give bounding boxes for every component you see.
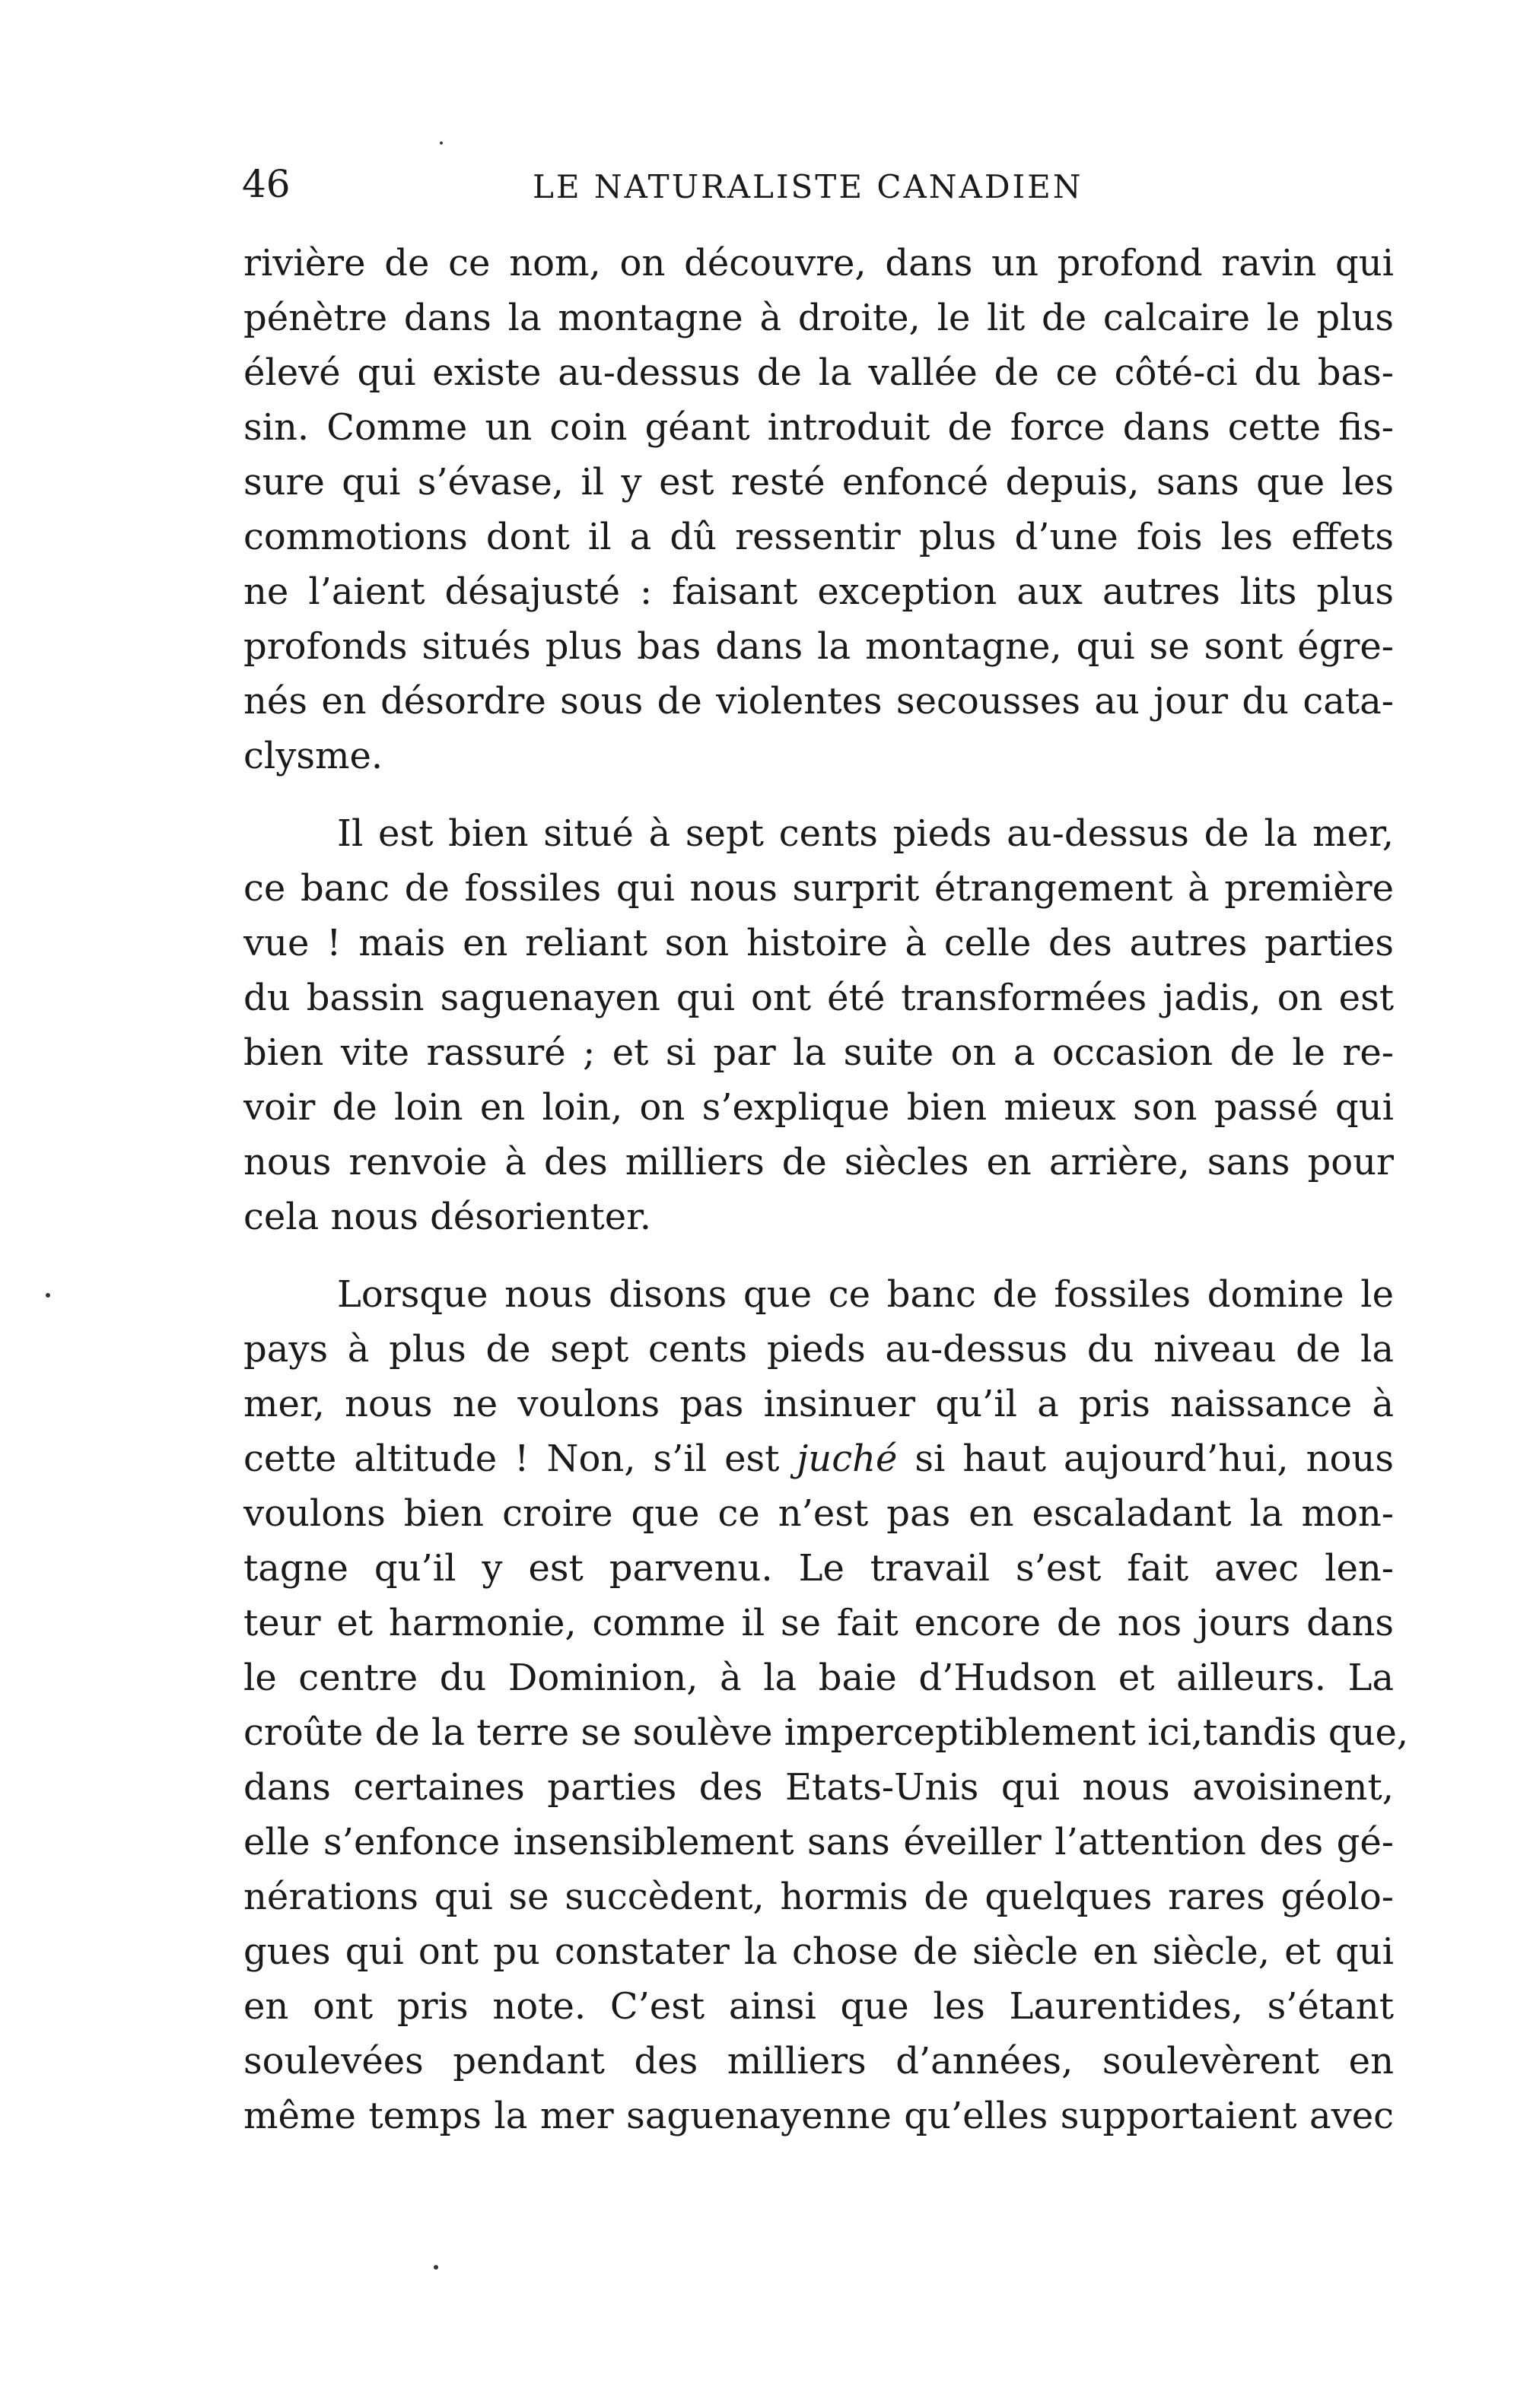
text-line: dans certaines parties des Etats-Unis qui nous avoisinent, — [243, 1766, 1394, 1809]
scan-speck — [440, 141, 443, 145]
text-line: sin. Comme un coin géant introduit de force dans cette fis- — [243, 406, 1394, 449]
text-line: gues qui ont pu constater la chose de siècle en siècle, et qui — [243, 1930, 1394, 1973]
text-line: nérations qui se succèdent, hormis de quelques rares géolo- — [243, 1876, 1394, 1918]
italic-word: juché — [797, 1437, 898, 1480]
text-line: pays à plus de sept cents pieds au-dessus du niveau de la — [243, 1328, 1394, 1371]
scan-speck — [434, 2265, 438, 2270]
text-line: profonds situés plus bas dans la montagne, qui se sont égre- — [243, 625, 1394, 668]
text-line: en ont pris note. C’est ainsi que les Laurentides, s’étant — [243, 1985, 1394, 2028]
text-line: clysme. — [243, 735, 383, 777]
text-line: cela nous désorienter. — [243, 1196, 652, 1238]
text-line — [243, 1436, 1394, 1482]
text-line: rivière de ce nom, on découvre, dans un profond ravin qui — [243, 242, 1394, 284]
page-number: 46 — [242, 162, 291, 206]
text-line: voir de loin en loin, on s’explique bien mieux son passé qui — [243, 1086, 1394, 1129]
text-line: le centre du Dominion, à la baie d’Hudson et ailleurs. La — [243, 1657, 1394, 1699]
text-run: si haut aujourd’hui, nous — [915, 1437, 1394, 1480]
text-line: bien vite rassuré ; et si par la suite on a occasion de le re- — [243, 1031, 1394, 1074]
text-line: soulevées pendant des milliers d’années, soulevèrent en — [243, 2040, 1394, 2082]
text-line: ne l’aient désajusté : faisant exception aux autres lits plus — [243, 570, 1394, 613]
text-line: tagne qu’il y est parvenu. Le travail s’est fait avec len- — [243, 1547, 1394, 1590]
scan-speck — [46, 1293, 50, 1298]
text-line: nous renvoie à des milliers de siècles en arrière, sans pour — [243, 1141, 1394, 1183]
text-line: Lorsque nous disons que ce banc de fossiles domine le — [337, 1273, 1394, 1316]
text-line: nés en désordre sous de violentes secousses au jour du cata- — [243, 680, 1394, 723]
text-line: du bassin saguenayen qui ont été transformées jadis, on est — [243, 977, 1394, 1019]
text-line: élevé qui existe au-dessus de la vallée de ce côté-ci du bas- — [243, 351, 1394, 394]
text-line: même temps la mer saguenayenne qu’elles supportaient avec — [243, 2095, 1394, 2137]
text-line: teur et harmonie, comme il se fait encore de nos jours dans — [243, 1602, 1394, 1644]
running-title: LE NATURALISTE CANADIEN — [533, 168, 1083, 205]
text-line: voulons bien croire que ce n’est pas en escaladant la mon- — [243, 1492, 1394, 1535]
text-line: croûte de la terre se soulève imperceptiblement ici,tandis que, — [243, 1711, 1409, 1754]
text-line: mer, nous ne voulons pas insinuer qu’il a pris naissance à — [243, 1383, 1394, 1425]
text-line: pénètre dans la montagne à droite, le lit de calcaire le plus — [243, 297, 1394, 339]
text-line: sure qui s’évase, il y est resté enfoncé depuis, sans que les — [243, 461, 1394, 504]
text-line: elle s’enfonce insensiblement sans éveiller l’attention des gé- — [243, 1821, 1394, 1863]
text-line: ce banc de fossiles qui nous surprit étrangement à première — [243, 867, 1394, 910]
text-line: commotions dont il a dû ressentir plus d’une fois les effets — [243, 516, 1394, 558]
text-line: vue ! mais en reliant son histoire à celle des autres parties — [243, 922, 1394, 964]
text-run: cette altitude ! Non, s’il est — [243, 1437, 780, 1480]
text-line: Il est bien situé à sept cents pieds au-dessus de la mer, — [337, 812, 1394, 855]
